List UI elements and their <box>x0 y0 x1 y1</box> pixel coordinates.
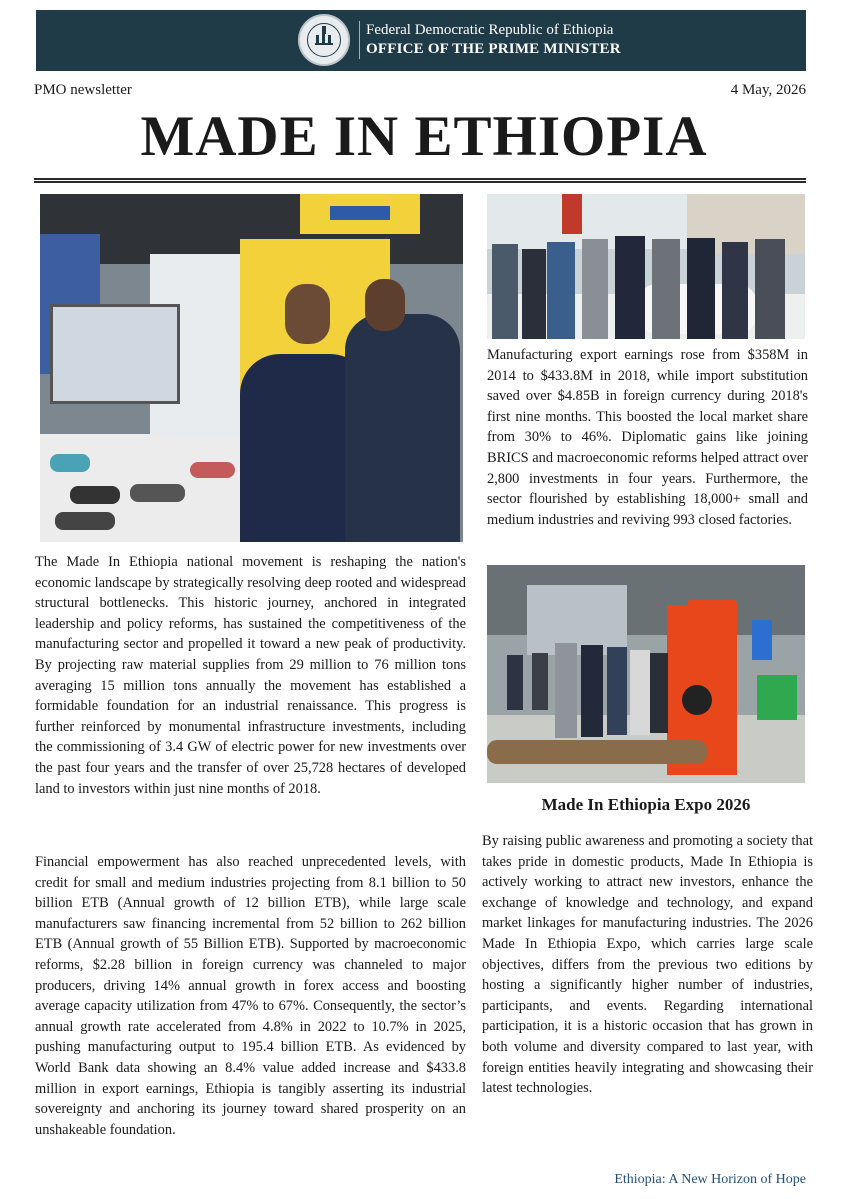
expo-booth-photo <box>40 194 463 542</box>
page-title: MADE IN ETHIOPIA <box>140 105 708 168</box>
title-rule <box>34 178 806 183</box>
banner-divider <box>359 21 360 59</box>
article-paragraph-2: Financial empowerment has also reached unprecedented levels, with credit for small and medium industries projecting from 8.1 billion to 50 billion ETB (Annual growth of 12 billion ETB), while large scale manufacturers saw financing incremental from 52 billion to 262 billion ETB (Annual growth of 55 Billion ETB). Supported by macroeconomic reforms, $2.28 billion in foreign currency was channeled to major producers, driving 14% annual growth in forex access and boosting average capacity utilization from 47% to 67%. Consequently, the sector’s annual growth rate accelerated from 4.8% in 2022 to 10.7% in 2025, pushing manufacturing output to 195.4 billion ETB. As evidenced by World Bank data showing an 8.4% value added increase and $433.8 million in export earnings, Ethiopia is tangibly asserting its industrial sovereignty and anchoring its journey toward shared prosperity on an unshakeable foundation. <box>35 854 466 1138</box>
delegation-photo <box>487 194 805 339</box>
office-name: OFFICE OF THE PRIME MINISTER <box>366 41 621 57</box>
article-paragraph-3: Manufacturing export earnings rose from $358M in 2014 to $433.8M in 2018, while import substitution saved over $4.85B in foreign currency during 2018's first nine months. This boosted the local market share from 30% to 46%. Diplomatic gains like joining BRICS and macroeconomic reforms helped attract over 2,800 investments in four years. Furthermore, the sector flourished by establishing 18,000+ small and medium industries and reviving 993 closed factories. <box>487 347 808 528</box>
footer-slogan: Ethiopia: A New Horizon of Hope <box>614 1172 806 1187</box>
republic-name: Federal Democratic Republic of Ethiopia <box>366 22 614 38</box>
article-paragraph-4: By raising public awareness and promoting a society that takes pride in domestic products, Made In Ethiopia is actively working to attract new investors, enhance the exchange of knowledge and technology, and expand market linkages for manufacturing industries. The 2026 Made In Ethiopia Expo, which carries large scale objectives, differs from the previous two editions by hosting a significantly higher number of industries, participants, and events. Regarding international participation, it is a historic occasion that has grown in both volume and diversity compared to last year, with foreign entities heavily integrating and showcasing their latest technologies. <box>482 833 813 1097</box>
office-emblem-icon <box>298 14 350 66</box>
newsletter-label: PMO newsletter <box>34 82 132 98</box>
header-banner <box>36 10 806 71</box>
sawmill-machine-photo <box>487 565 805 783</box>
expo-caption: Made In Ethiopia Expo 2026 <box>541 795 751 814</box>
article-paragraph-1: The Made In Ethiopia national movement is reshaping the nation's economic landscape by strategically resolving deep rooted and widespread structural bottlenecks. This historic journey, anchored in integrated leadership and policy reforms, has sustained the competitiveness of the manufacturing sector and propelled it toward a new peak of productivity. By projecting raw material supplies from 29 million to 76 million tons averaging 15 million tons annually the movement has established a formidable foundation for an industrial renaissance. This progress is further reinforced by monumental infrastructure investments, including the commissioning of 3.4 GW of electric power for new investments over the past four years and the transfer of over 25,728 hectares of developed land to investors within just nine months of 2018. <box>35 554 466 797</box>
issue-date: 4 May, 2026 <box>730 82 806 98</box>
